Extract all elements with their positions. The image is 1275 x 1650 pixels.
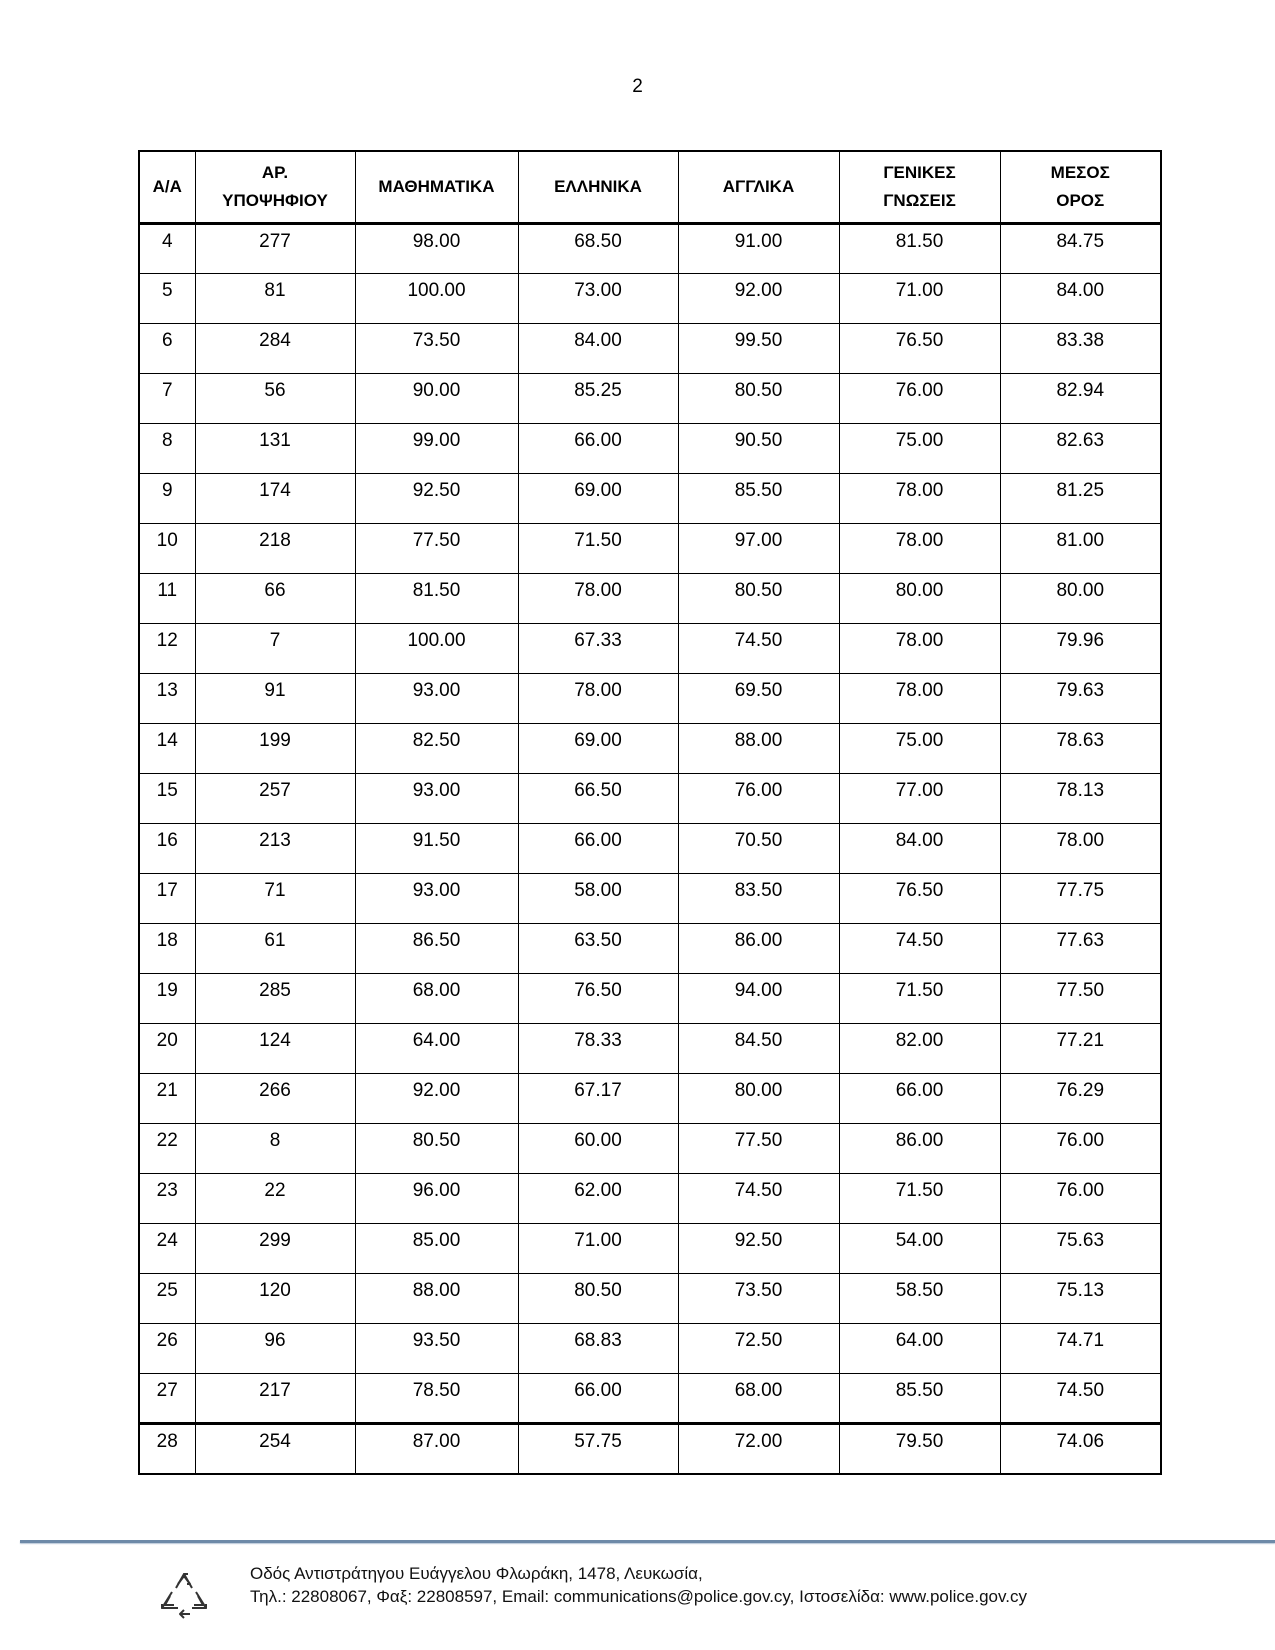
table-cell: 68.00 [355, 974, 518, 1024]
footer-address: Οδός Αντιστράτηγου Ευάγγελου Φλωράκη, 1478, Λευκωσία, [250, 1564, 703, 1583]
table-cell: 85.50 [678, 474, 839, 524]
table-row [139, 1174, 1161, 1224]
column-header [355, 151, 518, 224]
table-cell: 23 [139, 1174, 195, 1224]
table-cell: 78.00 [518, 674, 678, 724]
table-cell: 75.00 [839, 424, 1000, 474]
table-cell: 98.00 [355, 224, 518, 274]
table-cell: 82.00 [839, 1024, 1000, 1074]
table-cell: 87.00 [355, 1424, 518, 1474]
table-cell: 93.00 [355, 874, 518, 924]
table-row [139, 1274, 1161, 1324]
table-cell: 86.00 [839, 1124, 1000, 1174]
table-row [139, 274, 1161, 324]
table-cell: 90.00 [355, 374, 518, 424]
table-cell: 78.00 [839, 524, 1000, 574]
table-cell: 85.50 [839, 1374, 1000, 1424]
table-row [139, 1424, 1161, 1474]
table-cell: 100.00 [355, 274, 518, 324]
table-cell: 22 [139, 1124, 195, 1174]
table-cell: 99.50 [678, 324, 839, 374]
table-row [139, 674, 1161, 724]
table-cell: 77.63 [1000, 924, 1161, 974]
table-cell: 71.00 [518, 1224, 678, 1274]
table-cell: 76.00 [1000, 1124, 1161, 1174]
table-cell: 69.00 [518, 474, 678, 524]
table-cell: 8 [139, 424, 195, 474]
table-cell: 24 [139, 1224, 195, 1274]
table-cell: 64.00 [839, 1324, 1000, 1374]
table-cell: 99.00 [355, 424, 518, 474]
recycle-icon [154, 1566, 214, 1624]
table-cell: 79.96 [1000, 624, 1161, 674]
table-cell: 75.13 [1000, 1274, 1161, 1324]
table-cell: 13 [139, 674, 195, 724]
table-cell: 61 [195, 924, 355, 974]
table-cell: 77.50 [355, 524, 518, 574]
column-header-line: ΟΡΟΣ [1056, 191, 1105, 210]
table-cell: 66.00 [518, 1374, 678, 1424]
table-cell: 88.00 [678, 724, 839, 774]
table-cell: 78.00 [839, 624, 1000, 674]
table-cell: 16 [139, 824, 195, 874]
table-cell: 66.00 [839, 1074, 1000, 1124]
table-cell: 69.50 [678, 674, 839, 724]
table-cell: 84.00 [518, 324, 678, 374]
table-row [139, 1074, 1161, 1124]
column-header-line: ΜΕΣΟΣ [1050, 163, 1110, 182]
table-cell: 277 [195, 224, 355, 274]
table-cell: 7 [195, 624, 355, 674]
table-cell: 284 [195, 324, 355, 374]
table-cell: 71 [195, 874, 355, 924]
table-cell: 76.29 [1000, 1074, 1161, 1124]
table-cell: 100.00 [355, 624, 518, 674]
column-header-line: ΓΕΝΙΚΕΣ [883, 163, 956, 182]
table-cell: 80.50 [355, 1124, 518, 1174]
table-cell: 213 [195, 824, 355, 874]
column-header-line: ΑΡ. [261, 163, 289, 182]
table-cell: 90.50 [678, 424, 839, 474]
table-cell: 81.00 [1000, 524, 1161, 574]
table-cell: 72.50 [678, 1324, 839, 1374]
table-cell: 218 [195, 524, 355, 574]
column-header [195, 151, 355, 224]
table-cell: 62.00 [518, 1174, 678, 1224]
table-row [139, 924, 1161, 974]
table-cell: 80.50 [678, 374, 839, 424]
page-number: 2 [632, 76, 643, 97]
table-cell: 74.50 [678, 1174, 839, 1224]
table-cell: 76.50 [518, 974, 678, 1024]
table-cell: 75.63 [1000, 1224, 1161, 1274]
table-cell: 71.50 [839, 974, 1000, 1024]
table-cell: 77.50 [1000, 974, 1161, 1024]
table-row [139, 874, 1161, 924]
table-cell: 68.83 [518, 1324, 678, 1374]
table-cell: 199 [195, 724, 355, 774]
table-cell: 75.00 [839, 724, 1000, 774]
table-cell: 73.50 [678, 1274, 839, 1324]
table-cell: 20 [139, 1024, 195, 1074]
table-cell: 74.50 [678, 624, 839, 674]
column-header-line: ΑΓΓΛΙΚΑ [722, 177, 795, 196]
table-cell: 92.50 [678, 1224, 839, 1274]
table-cell: 299 [195, 1224, 355, 1274]
table-row [139, 224, 1161, 274]
table-cell: 91 [195, 674, 355, 724]
table-cell: 78.63 [1000, 724, 1161, 774]
table-cell: 78.00 [839, 674, 1000, 724]
table-cell: 71.50 [839, 1174, 1000, 1224]
table-cell: 9 [139, 474, 195, 524]
table-cell: 96 [195, 1324, 355, 1374]
footer-contact: Τηλ.: 22808067, Φαξ: 22808597, Email: communications@police.gov.cy, Ιστοσελίδα: www.police.gov.cy [250, 1587, 1027, 1606]
table-cell: 80.00 [1000, 574, 1161, 624]
table-cell: 82.50 [355, 724, 518, 774]
column-header-line: ΜΑΘΗΜΑΤΙΚΑ [378, 177, 495, 196]
table-cell: 77.50 [678, 1124, 839, 1174]
table-cell: 19 [139, 974, 195, 1024]
table-cell: 78.33 [518, 1024, 678, 1074]
table-cell: 97.00 [678, 524, 839, 574]
table-cell: 93.50 [355, 1324, 518, 1374]
table-row [139, 774, 1161, 824]
table-cell: 54.00 [839, 1224, 1000, 1274]
table-cell: 81.50 [839, 224, 1000, 274]
table-cell: 58.50 [839, 1274, 1000, 1324]
table-cell: 11 [139, 574, 195, 624]
table-cell: 28 [139, 1424, 195, 1474]
table-cell: 84.50 [678, 1024, 839, 1074]
table-cell: 92.00 [678, 274, 839, 324]
table-row [139, 1224, 1161, 1274]
table-cell: 285 [195, 974, 355, 1024]
table-cell: 86.00 [678, 924, 839, 974]
table-cell: 92.50 [355, 474, 518, 524]
table-cell: 76.00 [1000, 1174, 1161, 1224]
table-cell: 88.00 [355, 1274, 518, 1324]
table-cell: 60.00 [518, 1124, 678, 1174]
table-cell: 81 [195, 274, 355, 324]
table-cell: 77.75 [1000, 874, 1161, 924]
table-row [139, 974, 1161, 1024]
column-header-line: ΕΛΛΗΝΙΚΑ [554, 177, 642, 196]
table-cell: 58.00 [518, 874, 678, 924]
table-cell: 80.00 [839, 574, 1000, 624]
table-body [139, 224, 1161, 1474]
table-row [139, 824, 1161, 874]
table-cell: 27 [139, 1374, 195, 1424]
table-cell: 74.06 [1000, 1424, 1161, 1474]
table-cell: 66.50 [518, 774, 678, 824]
table-row [139, 574, 1161, 624]
table-cell: 82.63 [1000, 424, 1161, 474]
table-cell: 73.50 [355, 324, 518, 374]
table-row [139, 474, 1161, 524]
table-cell: 81.25 [1000, 474, 1161, 524]
table-cell: 81.50 [355, 574, 518, 624]
table-cell: 96.00 [355, 1174, 518, 1224]
table-cell: 86.50 [355, 924, 518, 974]
table-cell: 67.33 [518, 624, 678, 674]
table-cell: 91.50 [355, 824, 518, 874]
table-cell: 68.00 [678, 1374, 839, 1424]
table-cell: 76.50 [839, 874, 1000, 924]
table-cell: 84.00 [1000, 274, 1161, 324]
footer-divider [20, 1540, 1275, 1543]
table-cell: 257 [195, 774, 355, 824]
table-cell: 14 [139, 724, 195, 774]
table-cell: 76.00 [678, 774, 839, 824]
table-row [139, 1324, 1161, 1374]
table-cell: 12 [139, 624, 195, 674]
table-cell: 91.00 [678, 224, 839, 274]
table-cell: 78.13 [1000, 774, 1161, 824]
table-cell: 66 [195, 574, 355, 624]
table-cell: 77.21 [1000, 1024, 1161, 1074]
table-row [139, 724, 1161, 774]
table-cell: 120 [195, 1274, 355, 1324]
table-cell: 92.00 [355, 1074, 518, 1124]
column-header [839, 151, 1000, 224]
table-cell: 26 [139, 1324, 195, 1374]
table-cell: 84.00 [839, 824, 1000, 874]
table-cell: 69.00 [518, 724, 678, 774]
table-cell: 174 [195, 474, 355, 524]
table-cell: 66.00 [518, 824, 678, 874]
footer-text [250, 1562, 1027, 1608]
table-cell: 15 [139, 774, 195, 824]
column-header-line: ΥΠΟΨΗΦΙΟΥ [222, 191, 328, 210]
table-cell: 22 [195, 1174, 355, 1224]
table-cell: 93.00 [355, 774, 518, 824]
table-cell: 78.00 [1000, 824, 1161, 874]
table-cell: 10 [139, 524, 195, 574]
table-cell: 83.50 [678, 874, 839, 924]
table-cell: 56 [195, 374, 355, 424]
table-cell: 4 [139, 224, 195, 274]
table-cell: 84.75 [1000, 224, 1161, 274]
table-cell: 94.00 [678, 974, 839, 1024]
table-row [139, 1124, 1161, 1174]
table-cell: 8 [195, 1124, 355, 1174]
table-cell: 79.50 [839, 1424, 1000, 1474]
table-cell: 70.50 [678, 824, 839, 874]
table-cell: 124 [195, 1024, 355, 1074]
table-cell: 78.50 [355, 1374, 518, 1424]
table-row [139, 624, 1161, 674]
table-cell: 74.50 [839, 924, 1000, 974]
table-row [139, 424, 1161, 474]
table-cell: 57.75 [518, 1424, 678, 1474]
table-cell: 7 [139, 374, 195, 424]
table-row [139, 1374, 1161, 1424]
column-header-line: Α/Α [152, 177, 182, 196]
table-cell: 21 [139, 1074, 195, 1124]
table-cell: 68.50 [518, 224, 678, 274]
table-cell: 82.94 [1000, 374, 1161, 424]
table-cell: 74.71 [1000, 1324, 1161, 1374]
table-cell: 93.00 [355, 674, 518, 724]
table-cell: 18 [139, 924, 195, 974]
results-table [138, 150, 1162, 1475]
table-cell: 83.38 [1000, 324, 1161, 374]
table-cell: 78.00 [839, 474, 1000, 524]
table-cell: 254 [195, 1424, 355, 1474]
column-header [518, 151, 678, 224]
table-cell: 71.00 [839, 274, 1000, 324]
table-cell: 71.50 [518, 524, 678, 574]
table-cell: 72.00 [678, 1424, 839, 1474]
column-header-line: ΓΝΩΣΕΙΣ [883, 191, 956, 210]
table-row [139, 1024, 1161, 1074]
table-cell: 76.00 [839, 374, 1000, 424]
column-header [678, 151, 839, 224]
table-cell: 17 [139, 874, 195, 924]
table-cell: 66.00 [518, 424, 678, 474]
table-cell: 80.50 [518, 1274, 678, 1324]
table-row [139, 324, 1161, 374]
table-cell: 80.00 [678, 1074, 839, 1124]
table-cell: 79.63 [1000, 674, 1161, 724]
table-cell: 266 [195, 1074, 355, 1124]
table-row [139, 524, 1161, 574]
table-cell: 74.50 [1000, 1374, 1161, 1424]
table-cell: 25 [139, 1274, 195, 1324]
table-cell: 131 [195, 424, 355, 474]
table-cell: 63.50 [518, 924, 678, 974]
table-cell: 73.00 [518, 274, 678, 324]
table-cell: 6 [139, 324, 195, 374]
table-cell: 76.50 [839, 324, 1000, 374]
table-row [139, 374, 1161, 424]
table-cell: 217 [195, 1374, 355, 1424]
table-cell: 78.00 [518, 574, 678, 624]
table-cell: 5 [139, 274, 195, 324]
column-header [139, 151, 195, 224]
table-cell: 67.17 [518, 1074, 678, 1124]
table-header-row [139, 151, 1161, 224]
column-header [1000, 151, 1161, 224]
table-cell: 64.00 [355, 1024, 518, 1074]
table-cell: 80.50 [678, 574, 839, 624]
table-cell: 85.00 [355, 1224, 518, 1274]
table-cell: 85.25 [518, 374, 678, 424]
table-cell: 77.00 [839, 774, 1000, 824]
